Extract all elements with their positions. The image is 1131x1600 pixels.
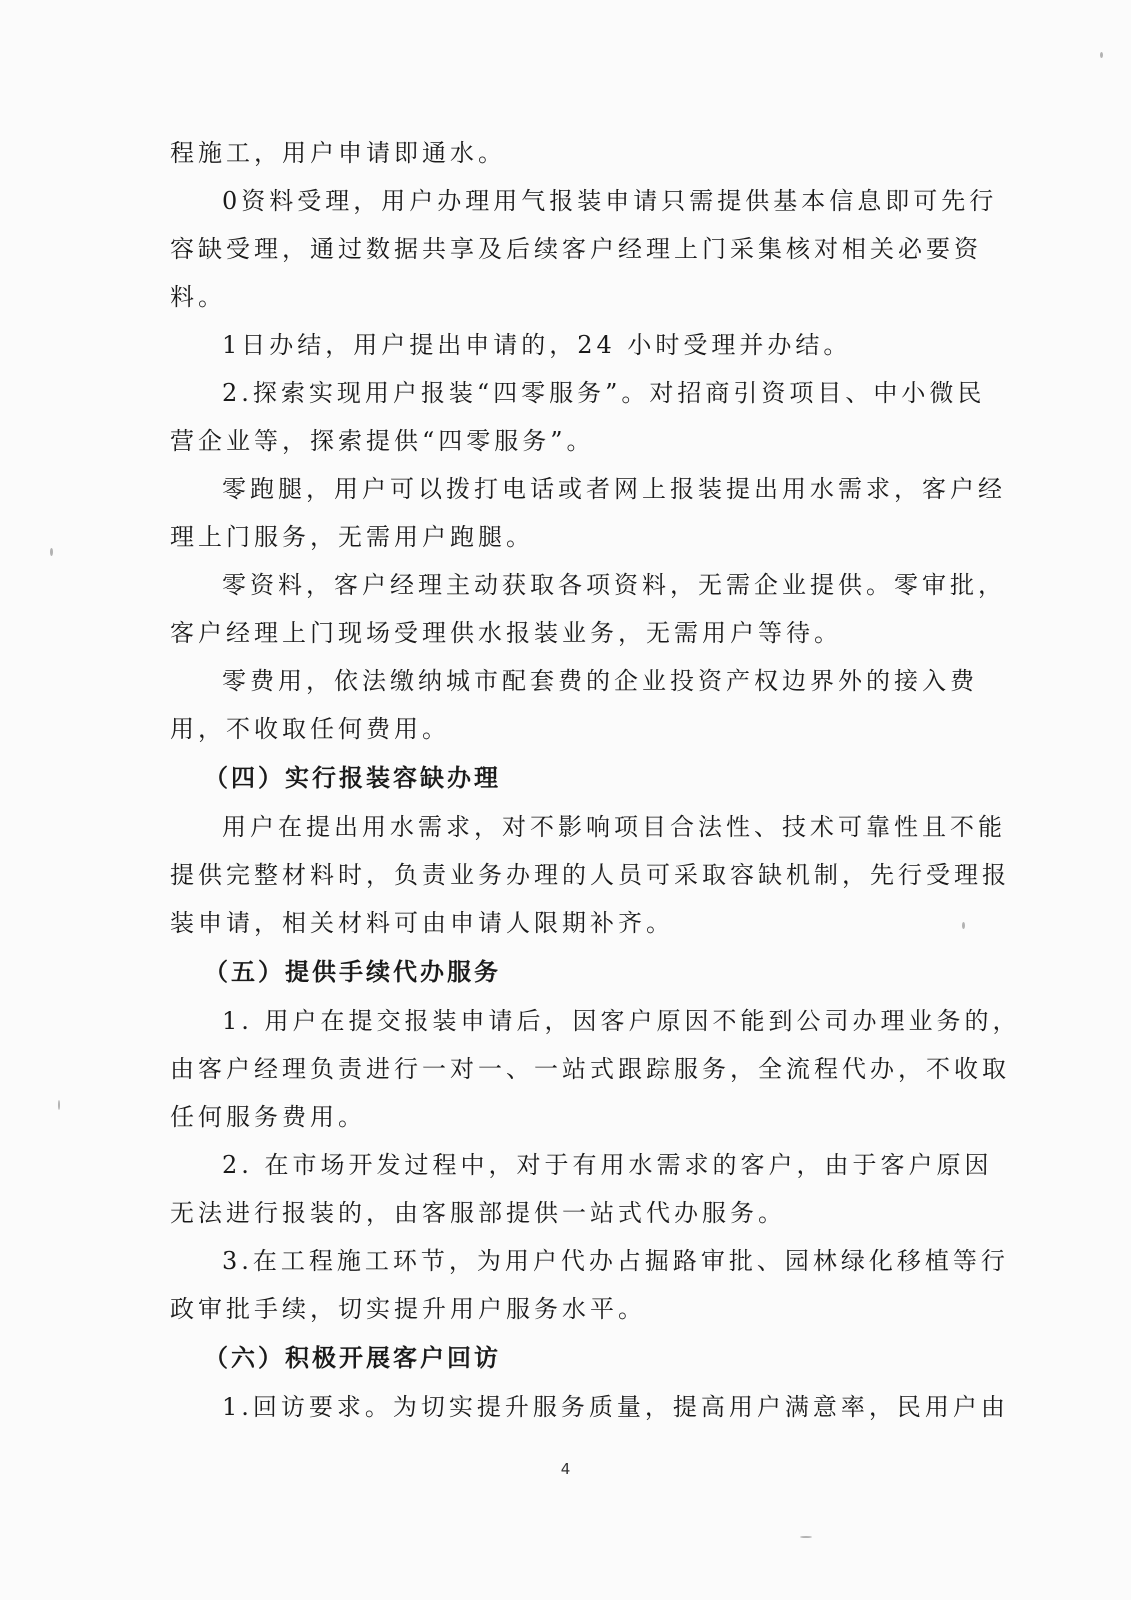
text-line: 营企业等，探索提供“四零服务”。 <box>170 427 595 455</box>
text-line: 提供完整材料时，负责业务办理的人员可采取容缺机制，先行受理报 <box>170 861 1010 889</box>
text-line: 客户经理上门现场受理供水报装业务，无需用户等待。 <box>170 619 842 647</box>
paragraph-first-line: 1.回访要求。为切实提升服务质量，提高用户满意率，民用户由 <box>222 1393 1009 1421</box>
text-line: 理上门服务，无需用户跑腿。 <box>170 523 534 551</box>
paragraph-first-line: 2. 在市场开发过程中，对于有用水需求的客户，由于客户原因 <box>222 1151 993 1179</box>
page-number: 4 <box>560 1460 571 1478</box>
section-heading: （五）提供手续代办服务 <box>204 957 501 986</box>
paragraph-first-line: 零资料，客户经理主动获取各项资料，无需企业提供。零审批， <box>222 571 1006 599</box>
text-line: 任何服务费用。 <box>170 1103 366 1131</box>
text-line: 装申请，相关材料可由申请人限期补齐。 <box>170 909 674 937</box>
text-line: 用，不收取任何费用。 <box>170 715 450 743</box>
paragraph-first-line: 零跑腿，用户可以拨打电话或者网上报装提出用水需求，客户经 <box>222 475 1006 503</box>
scan-speck <box>50 548 53 556</box>
paragraph-first-line: 3.在工程施工环节，为用户代办占掘路审批、园林绿化移植等行 <box>222 1247 1009 1275</box>
scan-speck <box>1100 52 1103 58</box>
scan-speck <box>962 922 965 929</box>
section-heading: （六）积极开展客户回访 <box>204 1343 501 1372</box>
text-line: 无法进行报装的，由客服部提供一站式代办服务。 <box>170 1199 786 1227</box>
scan-speck <box>800 1536 812 1538</box>
section-heading: （四）实行报装容缺办理 <box>204 763 501 792</box>
paragraph-first-line: 2.探索实现用户报装“四零服务”。对招商引资项目、中小微民 <box>222 379 986 407</box>
text-line: 政审批手续，切实提升用户服务水平。 <box>170 1295 646 1323</box>
text-line: 容缺受理，通过数据共享及后续客户经理上门采集核对相关必要资 <box>170 235 982 263</box>
scan-speck <box>58 1100 60 1110</box>
text-line: 料。 <box>170 283 226 311</box>
paragraph-first-line: 1日办结，用户提出申请的，24 小时受理并办结。 <box>222 331 852 359</box>
paragraph-first-line: 零费用，依法缴纳城市配套费的企业投资产权边界外的接入费 <box>222 667 978 695</box>
text-line: 程施工，用户申请即通水。 <box>170 139 506 167</box>
paragraph-first-line: 用户在提出用水需求，对不影响项目合法性、技术可靠性且不能 <box>222 813 1006 841</box>
paragraph-first-line: 0资料受理，用户办理用气报装申请只需提供基本信息即可先行 <box>222 187 998 215</box>
text-line: 由客户经理负责进行一对一、一站式跟踪服务，全流程代办，不收取 <box>170 1055 1010 1083</box>
paragraph-first-line: 1. 用户在提交报装申请后，因客户原因不能到公司办理业务的， <box>222 1007 1021 1035</box>
